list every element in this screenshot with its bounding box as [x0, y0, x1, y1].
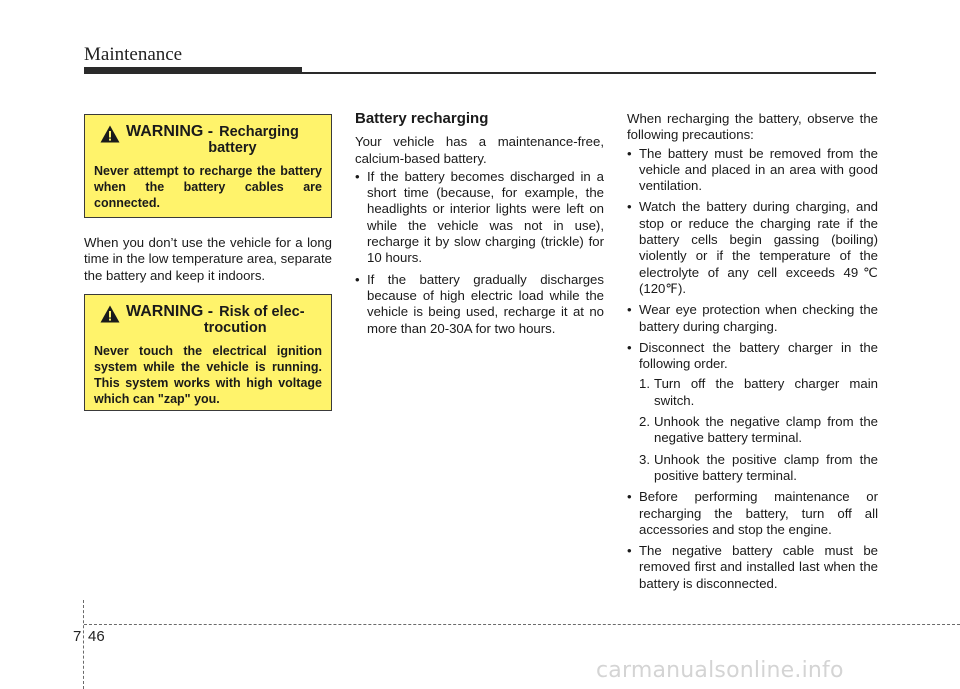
warning-triangle-icon: [100, 305, 120, 323]
precautions-intro: When recharging the battery, observe the following precautions:: [627, 111, 878, 143]
list-item: • If the battery gradually discharges because of high electric load while the vehicle is being used, recharge it at no more than 20-30A for two hours.: [355, 272, 604, 337]
step-text: Unhook the negative clamp from the negative battery terminal.: [654, 414, 878, 446]
precautions-section: [627, 111, 878, 597]
list-item: • Before performing maintenance or recharging the battery, turn off all accessories and stop the engine.: [627, 489, 878, 538]
footer-rule: [84, 624, 960, 625]
step-item: [639, 376, 878, 409]
step-item: [639, 414, 878, 447]
disconnect-steps: [639, 376, 878, 484]
warning-subject-cont: battery: [208, 140, 257, 156]
warning-header: [100, 304, 322, 336]
chapter-number: 7: [73, 628, 82, 645]
page-header-title: Maintenance: [84, 44, 183, 65]
page-number: 46: [88, 628, 105, 645]
step-number: 3.: [639, 451, 650, 467]
warning-body: Never touch the electrical ignition system while the vehicle is running. This system works with high voltage which can "zap" you.: [94, 344, 322, 406]
step-number: 1.: [639, 376, 650, 392]
warning-body: Never attempt to recharge the battery when the battery cables are connected.: [94, 164, 322, 210]
cold-storage-text: When you don’t use the vehicle for a long time in the low temperature area, separate the battery and keep it indoors.: [84, 235, 332, 283]
warning-title: [126, 304, 305, 336]
warning-box-recharging: [84, 114, 332, 218]
battery-recharging-section: [355, 111, 604, 342]
warning-subject: Risk of elec-: [219, 304, 305, 320]
step-text: Unhook the positive clamp from the positive battery terminal.: [654, 451, 878, 483]
warning-box-electrocution: [84, 294, 332, 411]
cold-storage-note: [84, 235, 332, 284]
step-item: [639, 452, 878, 485]
warning-word: WARNING -: [126, 123, 214, 140]
list-item-text: Disconnect the battery charger in the following order.: [639, 339, 878, 372]
section-heading: Battery recharging: [355, 110, 489, 127]
recharging-bullets: [355, 169, 604, 337]
section-intro: Your vehicle has a maintenance-free, calcium-based battery.: [355, 134, 604, 166]
warning-title: [126, 124, 299, 156]
precautions-bullets: [627, 146, 878, 592]
warning-triangle-icon: [100, 125, 120, 143]
header-rule-thin: [84, 72, 876, 74]
step-text: Turn off the battery charger main switch.: [654, 376, 878, 408]
list-item: • Wear eye protection when checking the battery during charging.: [627, 302, 878, 335]
footer-divider: [83, 600, 84, 689]
list-item: • Watch the battery during charging, and stop or reduce the charging rate if the battery cells begin gassing (boiling) violently or if the temperature of the electrolyte of any cell exceeds 49℃ (120℉).: [627, 199, 878, 297]
warning-subject-cont: trocution: [203, 320, 267, 336]
list-item: • The battery must be removed from the vehicle and placed in an area with good ventilation.: [627, 146, 878, 195]
warning-subject: Recharging: [219, 124, 299, 140]
warning-word: WARNING -: [126, 303, 214, 320]
warning-header: [100, 124, 322, 156]
list-item: [627, 340, 878, 484]
step-number: 2.: [639, 414, 650, 430]
list-item: • The negative battery cable must be removed first and installed last when the battery is disconnected.: [627, 543, 878, 592]
list-item: • If the battery becomes discharged in a short time (because, for example, the headlights or interior lights were left on while the vehicle was not in use), recharge it by slow charging (trickle) for 10 hours.: [355, 169, 604, 267]
watermark: carmanualsonline.info: [596, 658, 844, 683]
